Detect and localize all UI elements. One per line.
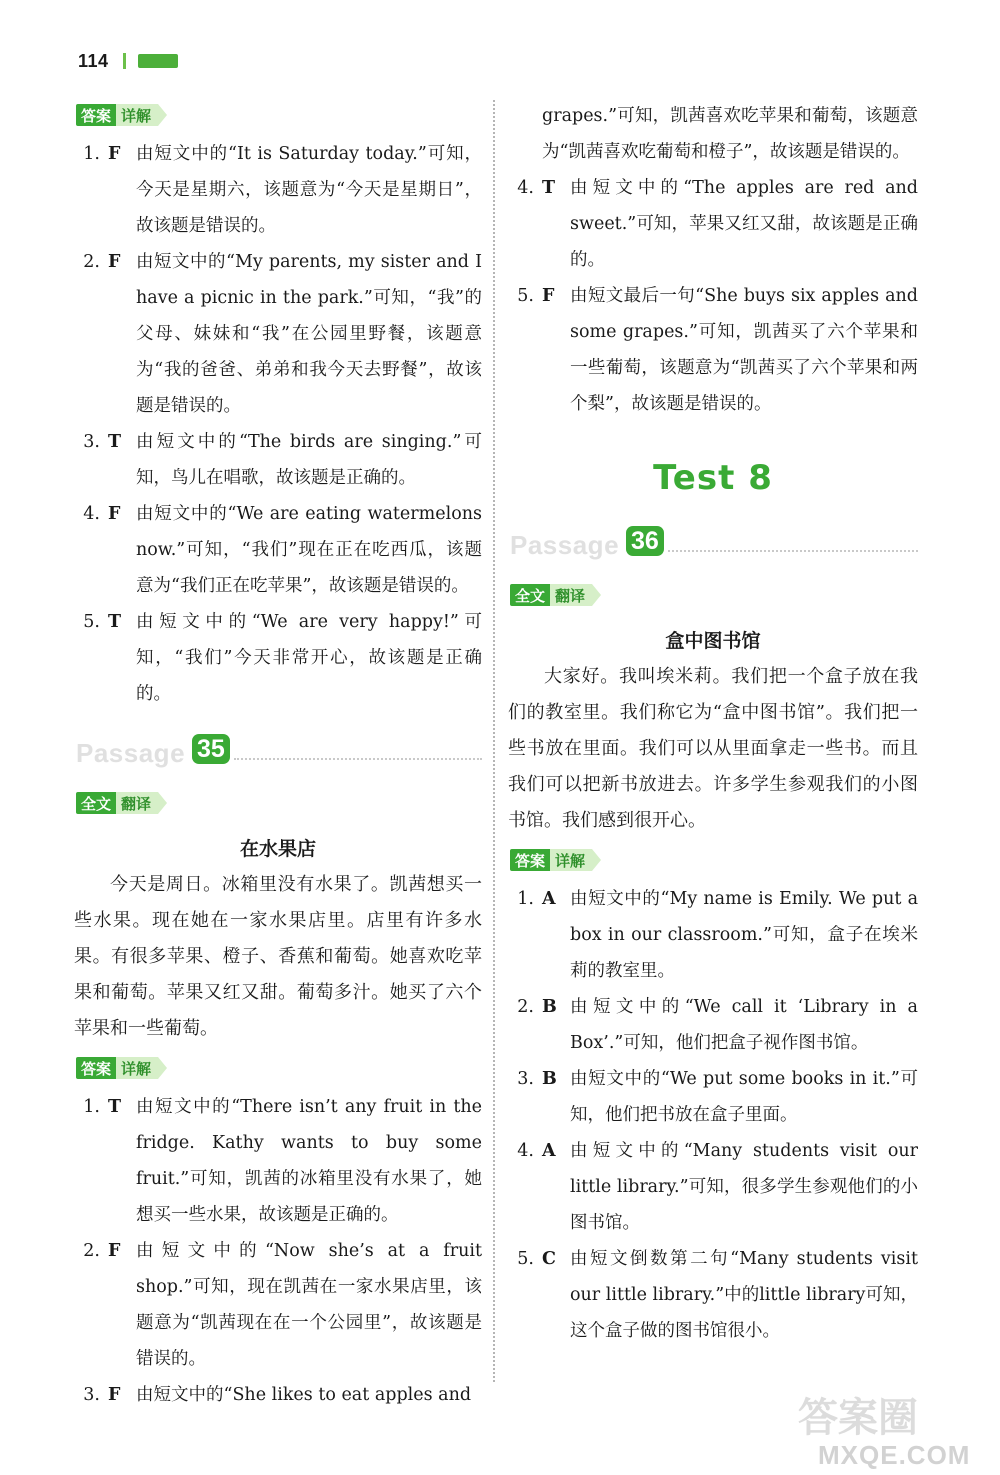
answer-item: 5. T 由短文中的“We are very happy!”可知，“我们”今天非常开心，故该题是正确的。 (83, 612, 482, 704)
heading-dotted-line (668, 550, 918, 552)
answer-item: 5. F 由短文最后一句“She buys six apples and some grapes.”可知，凯茜买了六个苹果和一些葡萄，该题意为“凯茜买了六个苹果和两个梨”，故该题是错误的。 (517, 286, 918, 414)
watermark-url: MXQE.COM (818, 1440, 971, 1470)
passage-number-badge: 35 (192, 734, 230, 764)
answer-continuation: grapes.”可知，凯茜喜欢吃苹果和葡萄，该题意为“凯茜喜欢吃葡萄和橙子”，故该题是错误的。 (542, 106, 918, 162)
left-column (74, 98, 482, 1413)
heading-dotted-line (234, 758, 482, 760)
right-column (508, 98, 918, 1349)
answer-item: 3. B 由短文中的“We put some books in it.”可知，他们把书放在盒子里面。 (517, 1069, 918, 1125)
page-header (78, 48, 178, 74)
answer-item: 5. C 由短文倒数第二句“Many students visit our little library.”中的little library可知，这个盒子做的图书馆很小。 (517, 1249, 918, 1341)
full-translation-tag: 全文 翻译 (76, 792, 167, 814)
page-number: 114 (78, 50, 109, 71)
header-divider (123, 53, 126, 69)
answer-item: 4. A 由短文中的“Many students visit our little library.”可知，很多学生参观他们的小图书馆。 (517, 1141, 918, 1233)
answer-item: 1. A 由短文中的“My name is Emily. We put a box in our classroom.”可知，盒子在埃米莉的教室里。 (517, 889, 918, 981)
passage-word: Passage (510, 530, 620, 560)
answer-item: 2. F 由短文中的“Now she’s at a fruit shop.”可知，现在凯茜在一家水果店里，该题意为“凯茜现在在一个公园里”，故该题是错误的。 (83, 1241, 482, 1369)
tag-arrow-icon (592, 849, 601, 871)
tag-arrow-icon (158, 1057, 167, 1079)
answer-explanation-tag: 答案 详解 (76, 1057, 167, 1079)
answer-item: 2. B 由短文中的“We call it ‘Library in a Box’.”可知，他们把盒子视作图书馆。 (517, 997, 918, 1053)
answer-explanation-tag: 答案 详解 (76, 104, 167, 126)
passage-word: Passage (76, 738, 186, 768)
answer-item: 4. F 由短文中的“We are eating watermelons now.”可知，“我们”现在正在吃西瓜，该题意为“我们正在吃苹果”，故该题是错误的。 (83, 504, 482, 596)
test-title: Test 8 (653, 458, 773, 498)
tag-arrow-icon (592, 584, 601, 606)
answer-item: 4. T 由短文中的“The apples are red and sweet.”可知，苹果又红又甜，故该题是正确的。 (517, 178, 918, 270)
answer-item: 1. T 由短文中的“There isn’t any fruit in the fridge. Kathy wants to buy some fruit.”可知，凯茜的冰箱里没有水果了，她想买一些水果，故该题是正确的。 (83, 1097, 482, 1225)
series-logo-icon (138, 54, 178, 68)
answer-item: 2. F 由短文中的“My parents, my sister and I have a picnic in the park.”可知，“我”的父母、妹妹和“我”在公园里野餐，该题意为“我的爸爸、弟弟和我今天去野餐”，故该题是错误的。 (83, 252, 482, 416)
answer-item: 1. F 由短文中的“It is Saturday today.”可知，今天是星期六，该题意为“今天是星期日”，故该题是错误的。 (83, 144, 482, 236)
watermark-logo: 答案圈 (798, 1395, 918, 1441)
passage-translation: 今天是周日。冰箱里没有水果了。凯茜想买一些水果。现在她在一家水果店里。店里有许多水果。有很多苹果、橙子、香蕉和葡萄。她喜欢吃苹果和葡萄。苹果又红又甜。葡萄多汁。她买了六个苹果和一些葡萄。 (74, 874, 482, 1039)
answer-item: 3. T 由短文中的“The birds are singing.”可知，鸟儿在唱歌，故该题是正确的。 (83, 432, 482, 488)
passage-36-heading (508, 524, 918, 570)
answer-item: 3. F 由短文中的“She likes to eat apples and (83, 1385, 472, 1405)
passage-title: 在水果店 (239, 838, 316, 860)
passage-translation: 大家好。我叫埃米莉。我们把一个盒子放在我们的教室里。我们称它为“盒中图书馆”。我们把一些书放在里面。我们可以从里面拿走一些书。而且我们可以把新书放进去。许多学生参观我们的小图书馆。我们感到很开心。 (508, 666, 918, 831)
passage-title: 盒中图书馆 (665, 630, 761, 652)
full-translation-tag: 全文 翻译 (510, 584, 601, 606)
column-divider (493, 100, 495, 1382)
passage-number-badge: 36 (626, 526, 664, 556)
passage-35-heading (74, 732, 482, 778)
tag-arrow-icon (158, 104, 167, 126)
tag-arrow-icon (158, 792, 167, 814)
answer-explanation-tag: 答案 详解 (510, 849, 601, 871)
